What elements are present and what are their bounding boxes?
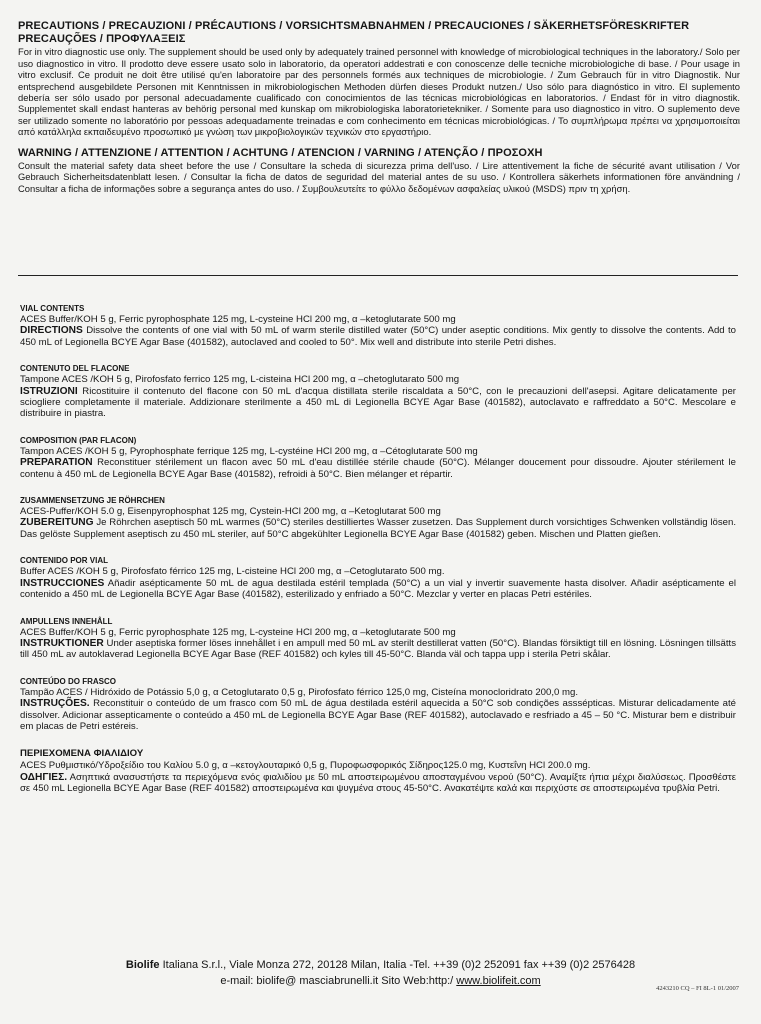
language-sections	[20, 304, 736, 811]
footer-contact-line	[0, 973, 761, 989]
instructions-text: Je Röhrchen aseptisch 50 mL warmes (50°C) steriles destilliertes Wasser zusetzen. Das Supplement durch vorsichtiges Schwenken vollständig lösen. Das gelöste Supplement aseptisch zu 450 mL steriler, auf 50°C abgekühlter Legionella BCYE Agar Base (401582) geben. Mischen und Platten gießen.	[20, 517, 736, 540]
section-instructions	[20, 457, 736, 480]
section-portuguese	[20, 677, 736, 733]
contact-text: e-mail: biolife@ masciabrunelli.it Sito Web:http:/	[220, 975, 457, 987]
instructions-text: Under aseptiska former löses innehållet i en ampull med 50 mL av sterilt destillerat vatten (50°C). Blandas försiktigt till en lösning. Lösningen tillsätts till 450 mL av autoklaverad Legionella BCYE Agar Base (REF 401582) och kyles till 45-50°C. Blanda väl och tappa upp i sterila Petri skålar.	[20, 637, 736, 661]
section-french	[20, 436, 736, 480]
instructions-label: ΟΔΗΓΙΕΣ.	[20, 771, 68, 783]
section-title: ΠΕΡΙΕΧΟΜΕΝΑ ΦΙΑΛΙΔΙΟΥ	[20, 748, 144, 760]
footer	[0, 957, 761, 989]
warning-text: Consult the material safety data sheet before the use / Consultare la scheda di sicurezza prima dell'uso. / Lire attentivement la fiche de sécurité avant utilisation / Vor Gebrauch Sicherheitsdatenblatt lesen. / Consultar la ficha de datos de seguridad del material antes de su uso. / Kontrollera säkerhets informationen före användning / Consultar a ficha de informações sobre a segurança antes do uso. / Συμβουλευτείτε το φύλλο δεδομένων ασφαλείας υλικού (MSDS) πριν τη χρήση.	[18, 159, 740, 194]
section-title: COMPOSITION (PAR FLACON)	[20, 435, 137, 445]
section-composition: Tampone ACES /KOH 5 g, Pirofosfato ferrico 125 mg, L-cisteina HCl 200 mg, α –chetoglutarato 500 mg	[20, 374, 460, 386]
instructions-text: Reconstituir o conteúdo de um frasco com 50 mL de água destilada estéril aquecida a 50°C sob condições asssépticas. Misturar delicadamente até dissolver. Adicionar assepticamente o conteúdo a 450 mL de Legionella BCYE Agar Base (REF 401582), autoclavado e resfriado a 45 – 50 °C. Misturar bem e distribuir em placas de Petri estéreis.	[20, 698, 736, 732]
section-instructions	[20, 698, 736, 732]
section-instructions	[20, 325, 736, 348]
section-instructions	[20, 772, 736, 795]
section-composition: Tampão ACES / Hidróxido de Potássio 5,0 g, α Cetoglutarato 0,5 g, Pirofosfato férrico 125,0 mg, Cisteína monocloridrato 200,0 mg.	[20, 686, 579, 698]
document-code: 4243210 CQ – FI 8L-1 01/2007	[656, 985, 739, 992]
section-composition: ACES Buffer/KOH 5 g, Ferric pyrophosphate 125 mg, L-cysteine HCl 200 mg, α –ketoglutarate 500 mg	[20, 314, 456, 325]
section-composition: Buffer ACES /KOH 5 g, Pirofosfato férrico 125 mg, L-cisteine HCl 200 mg, α –Cetoglutarato 500 mg.	[20, 566, 445, 578]
divider-line	[18, 275, 738, 276]
section-composition: ACES-Puffer/KOH 5.0 g, Eisenpyrophosphat 125 mg, Cystein-HCl 200 mg, α –Ketoglutarat 500 mg	[20, 506, 441, 518]
warning-header: WARNING / ATTENZIONE / ATTENTION / ACHTUNG / ATENCION / VARNING / ATENÇÃO / ΠΡΟΣΟΧΗ	[18, 146, 543, 159]
section-title: CONTENIDO POR VIAL	[20, 556, 109, 566]
section-title: AMPULLENS INNEHÅLL	[20, 616, 113, 626]
instructions-text: Reconstituer stérilement un flacon avec 50 mL d'eau distillée stérile chaude (50°C). Mélanger doucement pour dissoudre. Ajouter stérilement le contenu à 450 mL de Legionella BCYE Agar Base (401582), refroidi à 50°C. Bien mélanger et répartir.	[20, 457, 736, 480]
section-title: ZUSAMMENSETZUNG JE RÖHRCHEN	[20, 496, 165, 506]
instructions-label: INSTRUÇÕES.	[20, 698, 90, 710]
section-english	[20, 304, 736, 348]
instructions-label: PREPARATION	[20, 457, 93, 469]
instructions-text: Añadir asépticamente 50 mL de agua destilada estéril templada (50°C) a un vial y invertir suavemente hasta disolver. Añadir asépticamente el contenido a 450 mL de Legionella BCYE Agar Base (401582), esterilizado y enfriado a 50°C. Mezclar y verter en placas Petri estériles.	[20, 577, 737, 601]
section-instructions	[20, 578, 736, 601]
precautions-text: For in vitro diagnostic use only. The supplement should be used only by adequately trained personnel with knowledge of microbiological techniques in the laboratory./ Solo per uso diagnostico in vitro. Il prodotto deve essere usato solo in laboratorio, da operatori addestrati e con conoscenze delle tecniche microbiologiche di base. / Pour usage in vitro exclusif. Ce produit ne doit être utilisé qu'en laboratoire par des personnels formés aux techniques de microbiologie. / Zum Gebrauch für in vitro Diagnostik. Nur entsprechend ausgebildete Personen mit Kenntnissen in mikrobiologischen Methoden dürfen dieses Produkt nutzen./ Uso sólo para diagnóstico in vitro. El suplemento debería ser sólo usado por personal adecuadamente cualificado con conocimientos de las técnicas microbiológicas en laboratorios. / Endast för in vitro diagnostik. Supplementet skall endast hanteras av behörig personal med kunskap om mikrobiologiska laboratorietekniker. / Somente para uso diagnostico in vitro. O suplemento deve ser utilizado somente no laboratório por pessoas adequadamente treinadas e com conhecimento em técnicas microbiológicas. / Το συμπλήρωμα πρέπει να χρησιμοποιείται από κατάλληλα εκπαιδευμένο προσωπικό με γνώση των μικροβιολογικών τεχνικών στο εργαστήριο.	[18, 46, 740, 138]
section-composition: Tampon ACES /KOH 5 g, Pyrophosphate ferrique 125 mg, L-cystéine HCl 200 mg, α –Cétoglutarate 500 mg	[20, 445, 478, 457]
section-composition: ACES Buffer/KOH 5 g, Ferric pyrophosphate 125 mg, L-cysteine HCl 200 mg, α –ketoglutarate 500 mg	[20, 626, 456, 638]
section-german	[20, 496, 736, 540]
instructions-label: ZUBEREITUNG	[20, 517, 94, 529]
brand-name: Biolife	[125, 959, 160, 971]
address-text: Italiana S.r.l., Viale Monza 272, 20128 Milan, Italia -Tel. ++39 (0)2 252091 fax ++39 (0)2 2576428	[159, 959, 636, 971]
section-instructions	[20, 638, 736, 661]
section-greek	[20, 748, 736, 794]
section-title: CONTENUTO DEL FLACONE	[20, 364, 130, 374]
section-title: CONTEÚDO DO FRASCO	[20, 676, 116, 686]
section-instructions	[20, 517, 736, 540]
precautions-block	[18, 20, 740, 194]
section-title: VIAL CONTENTS	[20, 304, 85, 313]
precautions-header-line2: PRECAUÇÕES / ΠΡΟΦΥΛΑΞΕΙΣ	[18, 33, 186, 46]
instructions-text: Ricostituire il contenuto del flacone con 50 mL d'acqua distillata sterile riscaldata a 50°C, con le precauzioni dell'asepsi. Agitare delicatamente per sciogliere completamente il materiale. Addizionare sterilmente a 450 mL di Legionella BCYE Agar Base (401582), autoclavato e raffreddato a 50°C. Mescolare e distribuire in piastra.	[20, 385, 736, 420]
website-link[interactable]: www.biolifeit.com	[456, 975, 541, 987]
instructions-text: Dissolve the contents of one vial with 50 mL of warm sterile distilled water (50°C) under aseptic conditions. Mix gently to dissolve the contents. Add to 450 mL of Legionella BCYE Agar Base (401582), autoclaved and cooled to 50°. Mix well and distribute into sterile Petri dishes.	[20, 325, 736, 348]
section-swedish	[20, 617, 736, 661]
instructions-label: ISTRUZIONI	[20, 385, 78, 397]
section-composition: ACES Ρυθμιστικό/Υδροξείδιο του Καλίου 5.0 g, α –κετογλουταρικό 0,5 g, Πυροφωσφορικός Σίδηρος125.0 mg, Κυστεΐνη HCl 200.0 mg.	[20, 760, 591, 772]
precautions-header-line1: PRECAUTIONS / PRECAUZIONI / PRÉCAUTIONS / VORSICHTSMABNAHMEN / PRECAUCIONES / SÄKERHETSFÖRESKRIFTER	[18, 20, 690, 32]
section-instructions	[20, 386, 736, 420]
instructions-label: INSTRUCCIONES	[20, 577, 105, 589]
precautions-header	[18, 20, 740, 46]
instructions-text: Ασηπτικά ανασυστήστε τα περιεχόμενα ενός φιαλιδίου με 50 mL αποστειρωμένου αποσταγμένου νερού (50°C). Αναμίξτε ήπια μέχρι διαλύσεως. Προσθέστε σε 450 mL Legionella BCYE Agar Base (REF 401582) αποστειρωμένα και ψυγμένα στους 45-50°C. Ανακατέψτε καλά και περιχύστε σε αποστειρωμένα τρυβλία Petri.	[20, 771, 736, 795]
footer-address-line	[0, 957, 761, 973]
section-italian	[20, 364, 736, 420]
instructions-label: INSTRUKTIONER	[20, 637, 104, 649]
section-spanish	[20, 556, 736, 600]
instructions-label: DIRECTIONS	[20, 325, 83, 337]
